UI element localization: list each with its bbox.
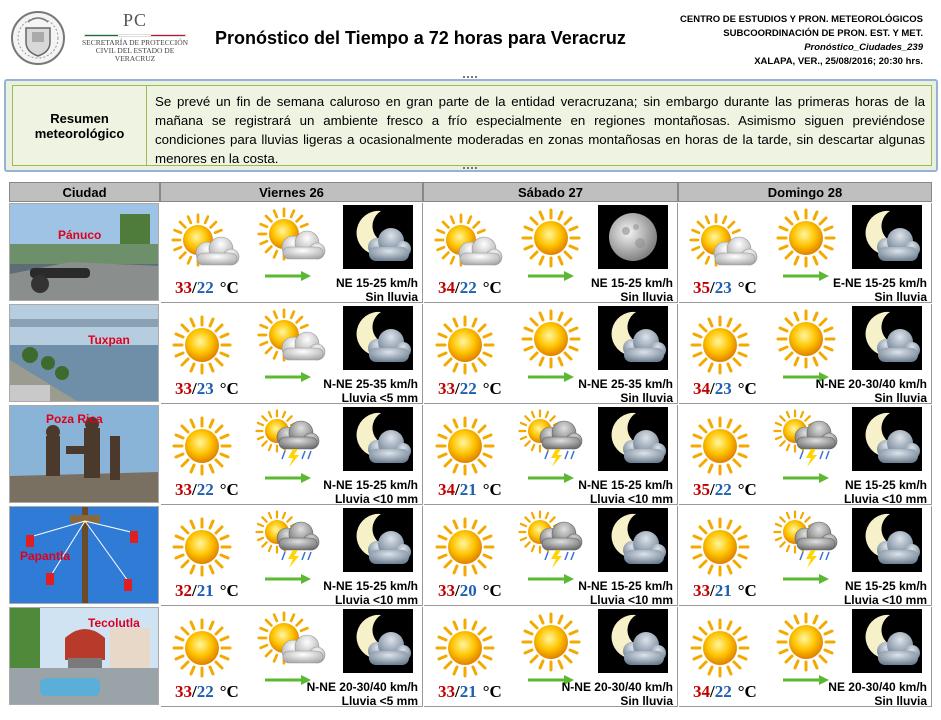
forecast-cell [161, 405, 423, 505]
temp-max: 33 [438, 581, 455, 600]
forecast-cell [679, 304, 932, 404]
rain-text: Lluvia <5 mm [341, 391, 418, 405]
rain-text: Sin lluvia [620, 694, 673, 708]
storm-icon [516, 407, 586, 484]
temperature [693, 278, 757, 298]
sun-cloud-icon [685, 211, 759, 282]
sun-icon [430, 312, 500, 383]
storm-icon [771, 508, 841, 585]
sun-icon [685, 413, 755, 484]
temp-min: 21 [459, 682, 477, 701]
sun-icon [167, 413, 237, 484]
temperature [438, 682, 502, 702]
wind-text: N-NE 20-30/40 km/h [815, 377, 927, 391]
temp-separator: / [710, 379, 715, 398]
temp-max: 33 [438, 379, 455, 398]
sun-icon [685, 312, 755, 383]
temp-max: 35 [693, 480, 710, 499]
temperature [175, 379, 239, 399]
temperature [693, 581, 757, 601]
forecast-cell [679, 405, 932, 505]
sun-cloud-icon [167, 211, 241, 282]
resize-handle-bottom [463, 167, 477, 171]
wind-text: NE 15-25 km/h [844, 478, 927, 492]
org-line-4: XALAPA, VER., 25/08/2016; 20:30 hrs. [754, 56, 923, 67]
temperature [693, 682, 757, 702]
temp-unit: °C [219, 682, 239, 701]
organization-info [680, 13, 923, 69]
forecast-cell [424, 506, 678, 606]
temperature [438, 480, 502, 500]
wind-text: N-NE 15-25 km/h [323, 579, 418, 593]
wind-rain-info [323, 377, 418, 405]
sun-icon [685, 514, 755, 585]
rain-text: Lluvia <10 mm [843, 593, 927, 607]
wind-text: N-NE 25-35 km/h [323, 377, 418, 391]
wind-rain-info [591, 276, 673, 304]
pc-logo-letters: PC [122, 10, 148, 30]
rain-text: Sin lluvia [874, 391, 927, 405]
temp-unit: °C [219, 581, 239, 600]
org-line-2: SUBCOORDINACIÓN DE PRON. EST. Y MET. [723, 28, 923, 39]
temp-max: 33 [175, 480, 192, 499]
temperature [693, 379, 757, 399]
sun-icon [771, 205, 841, 282]
city-cell [9, 405, 159, 503]
sun-cloud-icon [253, 306, 327, 383]
city-photo [10, 204, 158, 301]
wind-text: N-NE 20-30/40 km/h [306, 680, 418, 694]
temp-separator: / [710, 682, 715, 701]
temp-separator: / [192, 581, 197, 600]
temp-unit: °C [219, 480, 239, 499]
forecast-cell [679, 203, 932, 303]
moon-cloud-icon [343, 609, 413, 678]
rain-text: Lluvia <10 mm [334, 593, 418, 607]
sun-icon [685, 615, 755, 686]
temp-min: 21 [459, 480, 477, 499]
storm-icon [253, 508, 323, 585]
sun-icon [430, 413, 500, 484]
sun-icon [771, 609, 841, 686]
temp-unit: °C [482, 581, 502, 600]
temp-min: 22 [196, 278, 214, 297]
rain-text: Lluvia <5 mm [341, 694, 418, 708]
wind-text: N-NE 20-30/40 km/h [561, 680, 673, 694]
temp-min: 23 [714, 379, 732, 398]
temp-min: 22 [196, 480, 214, 499]
temp-separator: / [710, 480, 715, 499]
wind-rain-info [833, 276, 927, 304]
temp-unit: °C [737, 581, 757, 600]
temp-unit: °C [737, 682, 757, 701]
summary-label: Resumen meteorológico [13, 86, 147, 165]
temp-separator: / [192, 278, 197, 297]
forecast-cell [679, 506, 932, 606]
temp-max: 34 [693, 682, 710, 701]
moon-cloud-icon [852, 508, 922, 577]
sun-icon [516, 609, 586, 686]
temp-unit: °C [219, 278, 239, 297]
org-line-3: Pronóstico_Ciudades_239 [804, 42, 923, 53]
temp-max: 34 [438, 480, 455, 499]
city-name: Poza Rica [46, 412, 103, 426]
moon-cloud-icon [852, 205, 922, 274]
sun-icon [516, 306, 586, 383]
temp-min: 22 [196, 682, 214, 701]
summary-box [4, 79, 938, 172]
moon-cloud-icon [343, 407, 413, 476]
city-cell [9, 304, 159, 402]
wind-rain-info [816, 377, 927, 405]
temp-unit: °C [737, 379, 757, 398]
temp-min: 23 [714, 278, 732, 297]
temp-separator: / [192, 682, 197, 701]
city-photo [10, 305, 158, 402]
sun-icon [430, 615, 500, 686]
temp-max: 33 [175, 278, 192, 297]
temp-min: 21 [196, 581, 214, 600]
wind-rain-info [844, 478, 927, 506]
wind-rain-info [323, 478, 418, 506]
sun-icon [167, 615, 237, 686]
sun-icon [430, 514, 500, 585]
wind-rain-info [307, 680, 418, 708]
temperature [175, 682, 239, 702]
temperature [175, 278, 239, 298]
wind-text: NE 15-25 km/h [590, 276, 673, 290]
moon-cloud-icon [343, 205, 413, 274]
temperature [175, 480, 239, 500]
wind-text: N-NE 15-25 km/h [323, 478, 418, 492]
forecast-cell [161, 304, 423, 404]
wind-rain-info [336, 276, 418, 304]
wind-rain-info [828, 680, 927, 708]
rain-text: Sin lluvia [874, 290, 927, 304]
header-day-2: Sábado 27 [423, 182, 678, 202]
city-cell [9, 607, 159, 705]
wind-text: N-NE 15-25 km/h [578, 579, 673, 593]
temp-min: 22 [459, 379, 477, 398]
storm-icon [771, 407, 841, 484]
temp-separator: / [455, 581, 460, 600]
temp-min: 22 [714, 480, 732, 499]
temp-unit: °C [482, 379, 502, 398]
city-name: Tecolutla [88, 616, 140, 630]
full-moon-icon [598, 205, 668, 274]
wind-text: NE 15-25 km/h [844, 579, 927, 593]
temp-max: 33 [175, 379, 192, 398]
city-name: Tuxpan [88, 333, 130, 347]
rain-text: Lluvia <10 mm [589, 593, 673, 607]
temp-max: 33 [693, 581, 710, 600]
flag-bar [84, 34, 186, 37]
state-seal-icon [10, 8, 66, 68]
moon-cloud-icon [852, 609, 922, 678]
wind-text: N-NE 15-25 km/h [578, 478, 673, 492]
storm-icon [516, 508, 586, 585]
city-name: Pánuco [58, 228, 102, 242]
moon-cloud-icon [343, 306, 413, 375]
sun-icon [167, 514, 237, 585]
moon-cloud-icon [598, 508, 668, 577]
temp-separator: / [710, 581, 715, 600]
temp-min: 23 [196, 379, 214, 398]
temp-separator: / [455, 480, 460, 499]
forecast-cell [161, 607, 423, 707]
org-line-1: CENTRO DE ESTUDIOS Y PRON. METEOROLÓGICOS [680, 14, 923, 25]
forecast-cell [161, 203, 423, 303]
wind-text: NE 15-25 km/h [335, 276, 418, 290]
city-name: Papantla [20, 549, 71, 563]
rain-text: Sin lluvia [874, 694, 927, 708]
moon-cloud-icon [598, 609, 668, 678]
temp-unit: °C [482, 480, 502, 499]
city-cell [9, 203, 159, 301]
temp-max: 33 [175, 682, 192, 701]
header-day-3: Domingo 28 [678, 182, 932, 202]
temperature [438, 379, 502, 399]
forecast-cell [424, 405, 678, 505]
moon-cloud-icon [852, 407, 922, 476]
forecast-cell [424, 203, 678, 303]
wind-rain-info [578, 579, 673, 607]
moon-cloud-icon [598, 407, 668, 476]
sun-icon [771, 306, 841, 383]
page-header [0, 0, 941, 78]
wind-text: NE 20-30/40 km/h [828, 680, 927, 694]
rain-text: Sin lluvia [620, 290, 673, 304]
sun-cloud-icon [253, 609, 327, 686]
wind-text: E-NE 15-25 km/h [832, 276, 927, 290]
wind-text: N-NE 25-35 km/h [578, 377, 673, 391]
forecast-cell [424, 304, 678, 404]
sun-cloud-icon [253, 205, 327, 282]
wind-rain-info [323, 579, 418, 607]
temp-max: 33 [438, 682, 455, 701]
rain-text: Lluvia <10 mm [589, 492, 673, 506]
city-cell [9, 506, 159, 604]
temp-unit: °C [482, 278, 502, 297]
rain-text: Lluvia <10 mm [334, 492, 418, 506]
header-ciudad: Ciudad [9, 182, 160, 202]
forecast-cell [161, 506, 423, 606]
wind-rain-info [578, 478, 673, 506]
temperature [693, 480, 757, 500]
temp-unit: °C [219, 379, 239, 398]
temp-separator: / [192, 480, 197, 499]
temp-min: 21 [714, 581, 732, 600]
moon-cloud-icon [852, 306, 922, 375]
temp-min: 22 [459, 278, 477, 297]
temp-max: 34 [693, 379, 710, 398]
sun-icon [516, 205, 586, 282]
sun-cloud-icon [430, 211, 504, 282]
wind-rain-info [578, 377, 673, 405]
summary-inner [12, 85, 932, 166]
moon-cloud-icon [343, 508, 413, 577]
rain-text: Lluvia <10 mm [843, 492, 927, 506]
storm-icon [253, 407, 323, 484]
temp-separator: / [455, 682, 460, 701]
rain-text: Sin lluvia [365, 290, 418, 304]
rain-text: Sin lluvia [620, 391, 673, 405]
forecast-cell [679, 607, 932, 707]
temp-max: 35 [693, 278, 710, 297]
temp-unit: °C [482, 682, 502, 701]
pc-logo [80, 10, 190, 66]
forecast-cell [424, 607, 678, 707]
temp-min: 20 [459, 581, 477, 600]
temp-unit: °C [737, 278, 757, 297]
temperature [438, 278, 502, 298]
temp-min: 22 [714, 682, 732, 701]
temp-max: 32 [175, 581, 192, 600]
wind-rain-info [562, 680, 673, 708]
temperature [438, 581, 502, 601]
wind-rain-info [844, 579, 927, 607]
temp-separator: / [455, 379, 460, 398]
summary-text: Se prevé un fin de semana caluroso en gran parte de la entidad veracruzana; sin embargo durante las primeras horas de la mañana se registrará un ambiente fresco a frío especialmente en regiones montañosas. Asimismo siguen previéndose condiciones para lluvias ligeras a ocasionalmente moderadas en zonas montañosas en horas de la tarde, sin descartar algunas menores en la costa. [155, 94, 925, 166]
temp-max: 34 [438, 278, 455, 297]
pc-logo-text: SECRETARÍA DE PROTECCIÓN CIVIL DEL ESTADO DE VERACRUZ [81, 38, 189, 63]
page-title: Pronóstico del Tiempo a 72 horas para Veracruz [215, 28, 626, 48]
temperature [175, 581, 239, 601]
temp-unit: °C [737, 480, 757, 499]
temp-separator: / [710, 278, 715, 297]
sun-icon [167, 312, 237, 383]
temp-separator: / [192, 379, 197, 398]
moon-cloud-icon [598, 306, 668, 375]
temp-separator: / [455, 278, 460, 297]
header-day-1: Viernes 26 [160, 182, 423, 202]
